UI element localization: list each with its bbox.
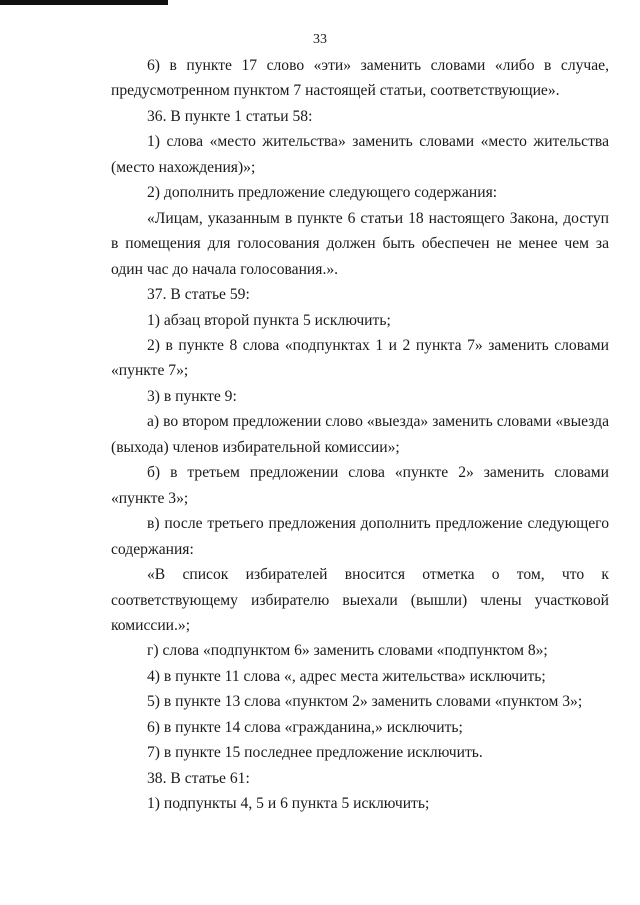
- paragraph: 38. В статье 61:: [147, 769, 250, 787]
- top-edge-mark: [0, 0, 168, 5]
- paragraph: 1) подпункты 4, 5 и 6 пункта 5 исключить;: [147, 795, 430, 813]
- paragraph: «Лицам, указанным в пункте 6 статьи 18 настоящего Закона, доступ в помещения для голосования должен быть обеспечен не менее чем за один час до начала голосования.».: [111, 209, 609, 278]
- paragraph: г) слова «подпунктом 6» заменить словами «подпунктом 8»;: [147, 642, 548, 660]
- paragraph: 37. В статье 59:: [147, 286, 250, 304]
- document-body: [111, 53, 609, 817]
- paragraph: 1) абзац второй пункта 5 исключить;: [147, 311, 391, 329]
- paragraph: а) во втором предложении слово «выезда» заменить словами «выезда (выхода) членов избирательной комиссии»;: [111, 413, 609, 456]
- paragraph: 7) в пункте 15 последнее предложение исключить.: [147, 744, 483, 762]
- paragraph: 2) дополнить предложение следующего содержания:: [147, 184, 498, 202]
- paragraph: 2) в пункте 8 слова «подпунктах 1 и 2 пункта 7» заменить словами «пункте 7»;: [111, 336, 609, 380]
- paragraph: 6) в пункте 14 слова «гражданина,» исключить;: [147, 718, 463, 736]
- paragraph: 1) слова «место жительства» заменить словами «место жительства (место нахождения)»;: [111, 133, 609, 176]
- paragraph: в) после третьего предложения дополнить предложение следующего содержания:: [111, 515, 609, 558]
- paragraph: 6) в пункте 17 слово «эти» заменить словами «либо в случае, предусмотренном пунктом 7 настоящей статьи, соответствующие».: [111, 57, 609, 100]
- paragraph: 36. В пункте 1 статьи 58:: [147, 107, 313, 125]
- page-number: 33: [313, 32, 327, 47]
- paragraph: «В список избирателей вносится отметка о том, что к соответствующему избирателю выехали (вышли) члены участковой комиссии.»;: [111, 566, 609, 634]
- paragraph: б) в третьем предложении слова «пункте 2» заменить словами «пункте 3»;: [111, 464, 609, 507]
- paragraph: 3) в пункте 9:: [147, 387, 237, 405]
- paragraph: 4) в пункте 11 слова «, адрес места жительства» исключить;: [147, 667, 546, 685]
- paragraph: 5) в пункте 13 слова «пунктом 2» заменить словами «пунктом 3»;: [147, 693, 583, 711]
